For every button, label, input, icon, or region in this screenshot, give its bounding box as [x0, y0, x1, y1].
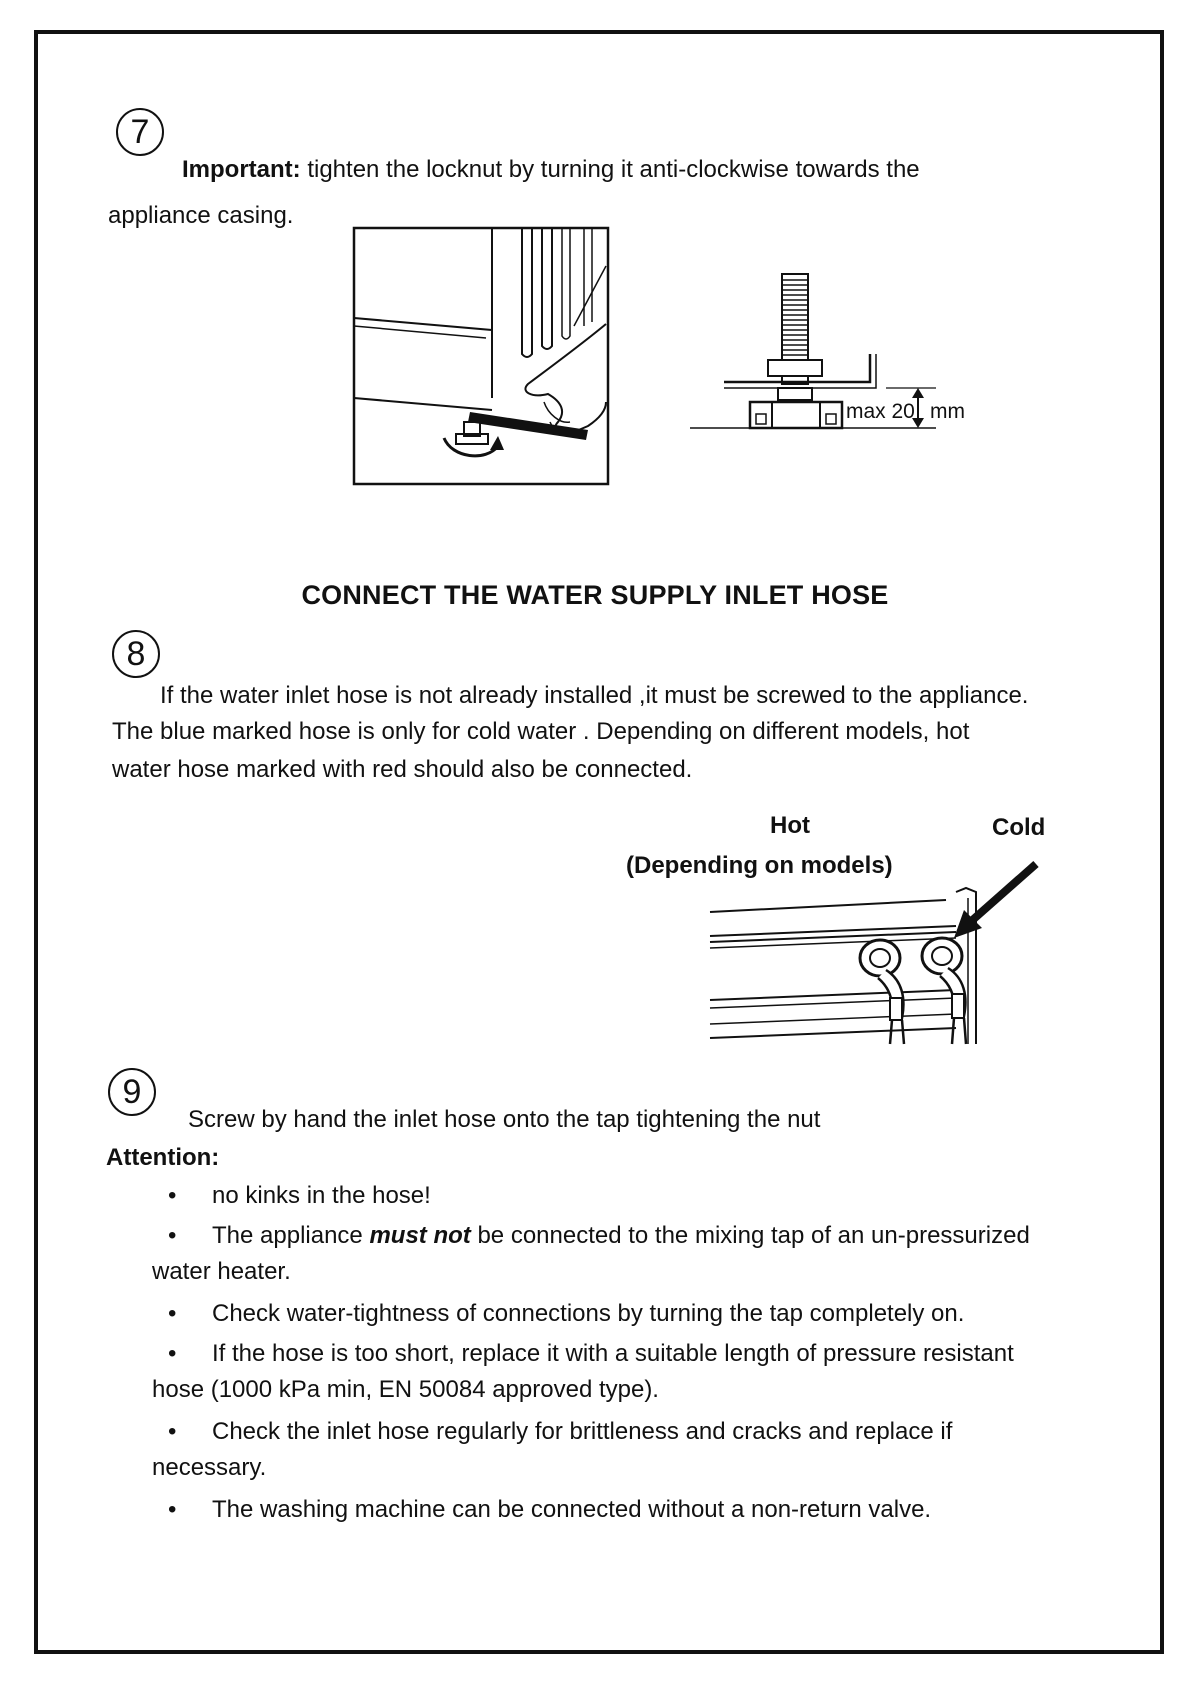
bullet-dot: • [168, 1300, 177, 1327]
step-8-line3: water hose marked with red should also be connected. [112, 756, 693, 783]
section-title: CONNECT THE WATER SUPPLY INLET HOSE [301, 580, 889, 610]
mm-label: mm [930, 400, 965, 423]
step-7-text-line2: appliance casing. [108, 202, 294, 229]
foot-height-diagram [690, 268, 980, 448]
step-8-line1: If the water inlet hose is not already installed ,it must be screwed to the appliance. [160, 682, 1029, 709]
attention-label: Attention: [106, 1144, 220, 1171]
bullet-item-6 [168, 1496, 932, 1524]
cold-label: Cold [992, 814, 1046, 841]
bullet-item-4-cont: hose (1000 kPa min, EN 50084 approved type). [152, 1376, 659, 1403]
bullet-text: If the hose is too short, replace it with a suitable length of pressure resistant [212, 1340, 1014, 1367]
step-9-number: 9 [108, 1068, 156, 1116]
bullet-dot: • [168, 1340, 177, 1367]
bullet-item-4 [168, 1340, 1014, 1368]
bullet-item-5-cont: necessary. [152, 1454, 267, 1481]
bullet-text: The appliance [212, 1222, 370, 1249]
hot-label: Hot [770, 812, 810, 839]
step-7-instruction: tighten the locknut by turning it anti-clockwise towards the [300, 156, 920, 183]
bullet-item-2 [168, 1222, 1030, 1250]
important-label: Important: [182, 156, 301, 183]
bullet-dot: • [168, 1496, 177, 1523]
bullet-dot: • [168, 1182, 177, 1209]
step-9-line1: Screw by hand the inlet hose onto the tap tightening the nut [188, 1106, 821, 1133]
max-label: max 20 [846, 400, 915, 423]
locknut-hand-illustration [352, 226, 612, 488]
inlet-valves-illustration [706, 858, 1046, 1046]
step-8-line2: The blue marked hose is only for cold water . Depending on different models, hot [112, 718, 970, 745]
step-7-number: 7 [116, 108, 164, 156]
depending-label: (Depending on models) [626, 852, 893, 879]
bullet-item-2-cont: water heater. [152, 1258, 291, 1285]
must-not-emphasis: must not [369, 1222, 471, 1249]
step-7-text-line1 [182, 156, 920, 184]
bullet-item-1 [168, 1182, 431, 1210]
bullet-text: Check water-tightness of connections by turning the tap completely on. [212, 1300, 965, 1327]
step-8-number: 8 [112, 630, 160, 678]
bullet-dot: • [168, 1418, 177, 1445]
bullet-text: Check the inlet hose regularly for brittleness and cracks and replace if [212, 1418, 953, 1445]
bullet-text: no kinks in the hose! [212, 1182, 431, 1209]
bullet-item-5 [168, 1418, 953, 1446]
bullet-dot: • [168, 1222, 177, 1249]
bullet-item-3 [168, 1300, 965, 1328]
bullet-text: The washing machine can be connected without a non-return valve. [212, 1496, 932, 1523]
bullet-text: be connected to the mixing tap of an un-pressurized [470, 1222, 1030, 1249]
